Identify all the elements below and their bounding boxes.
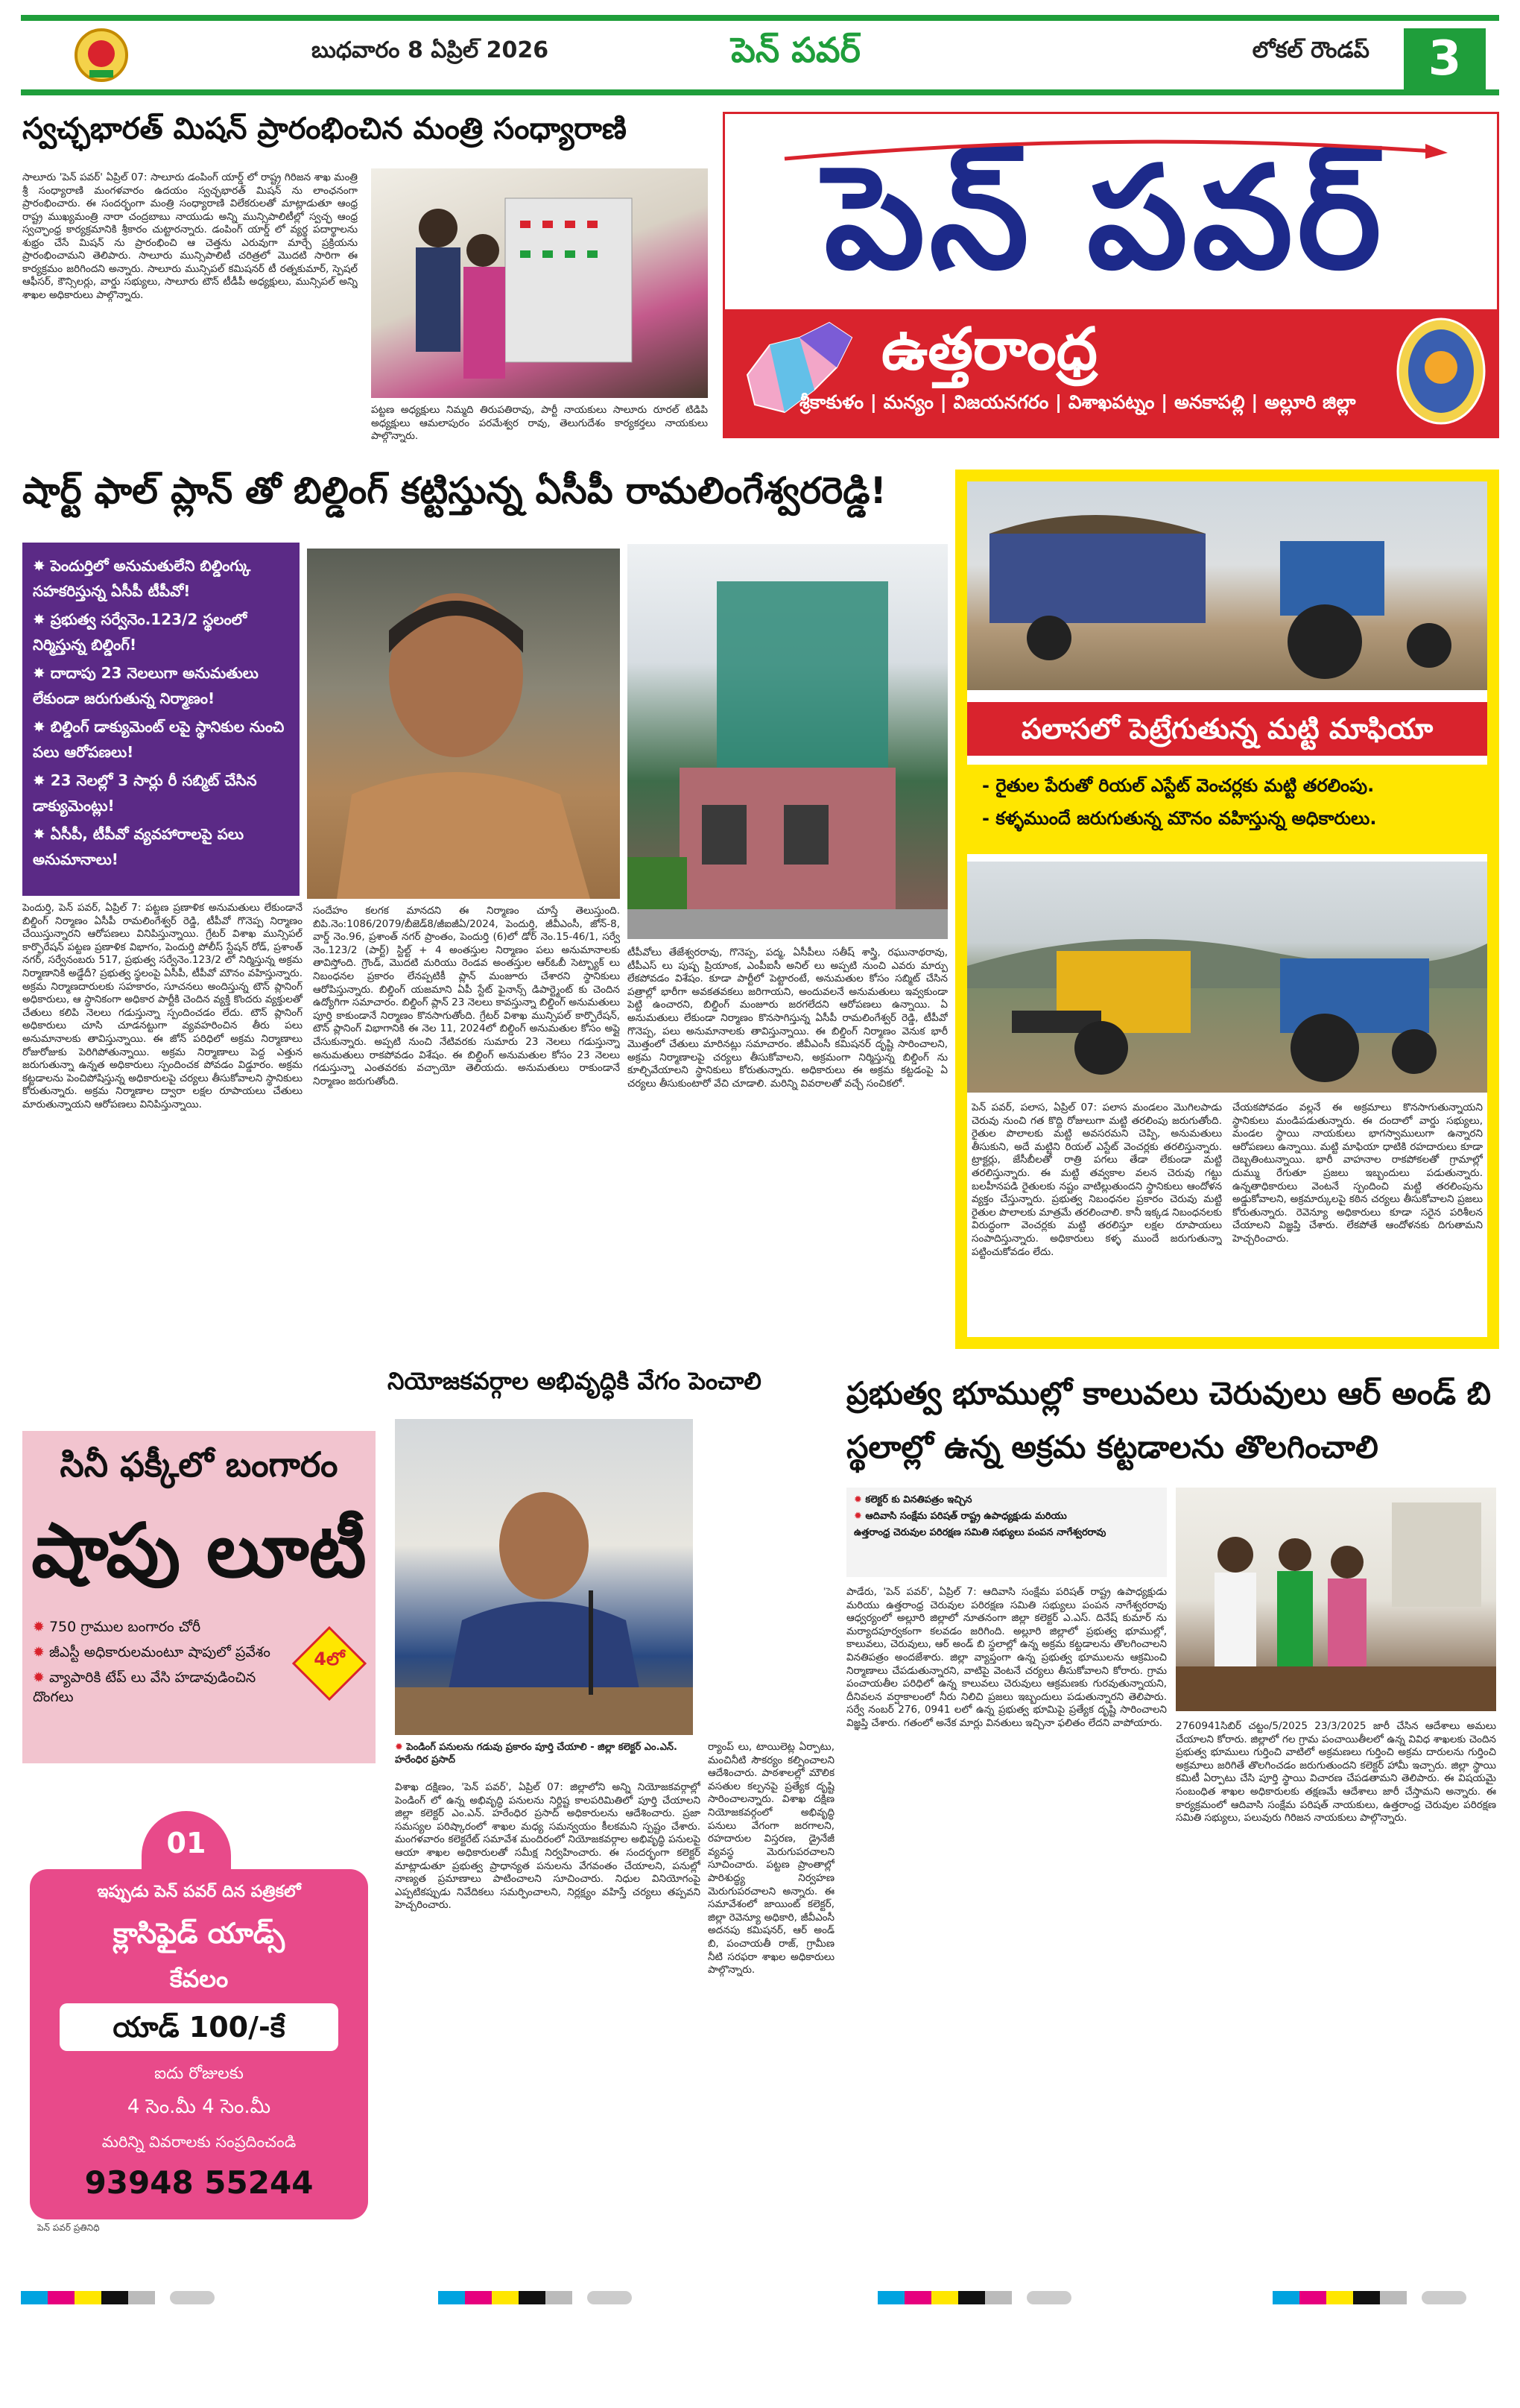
ad-price-bar: [60, 2003, 338, 2051]
ad-phone: 93948 55244: [84, 2164, 314, 2201]
article2-col1: పెందుర్తి, పెన్ పవర్, ఏప్రిల్ 7: పట్టణ ప్రణాళిక అనుమతులు లేకుండానే బిల్డింగ్ నిర్మాణం ఏసీపీ రామలింగేశ్వర్ రెడ్డి, టీపీవో గొనెప్ప నిర్మాణం చేయిస్తున్నారని ఆరోపణలు వినిపిస్తున్నాయి. గ్రేటర్ విశాఖ మున్సిపల్ కార్పొరేషన్ పట్టణ ప్రణాళిక విభాగం, పెందుర్తి పోలీస్ స్టేషన్ రోడ్, ప్రశాంత్ నగర్, సర్వేనంబరు 517, ప్రభుత్వ సర్వేనెం.123/2 లో నిర్మిస్తున్న అక్రమ నిర్మాణానికి అడ్డేదీ? ప్రభుత్వ స్థలంపై ఏసీపీ, టీపీవో మౌనం వహిస్తున్నారు. అక్రమ నిర్మాణదారులకు సహకారం, సూచనలు అందిస్తున్న టౌన్ ప్లానింగ్ అధికారులు, ఆ స్థానికంగా అధికార పార్టీకి చెందిన వ్యక్తి కొందరు వ్యక్తులతో చేతులు కలిపి నెలలు గడుస్తున్నా స్పందించడం లేదు. టౌన్ ప్లానింగ్ అధికారులు చూసి చూడనట్టుగా వ్యవహరించిన తీరు పలు అనుమానాలకు తావిస్తున్నాయి. ఈ జోన్ పరిధిలో అక్రమ నిర్మాణాలు రోజురోజుకు పెరిగిపోతున్నాయి. అక్రమ నిర్మాణాలు పెద్ద ఎత్తున జరుగుతున్నా ఉన్నత అధికారులు స్పందించక పోవడం విడ్డూరం. అక్రమ కట్టడాలను పెంచిపోషిస్తున్న అధికారులపై చర్యలు తీసుకోవాలని స్థానికులు కోరుతున్నారు. అక్రమ నిర్మాణాల ద్వారా లక్షల రూపాయలు చేతులు మారుతున్నాయని ఆరోపణలు వినిపిస్తున్నాయి.: [22, 902, 303, 1110]
article5-caption: ✹ పెండింగ్ పనులను గడువు ప్రకారం పూర్తి చేయాలి - జిల్లా కలెక్టర్ ఎం.ఎన్. హరేంధిర ప్రసాద్: [395, 1742, 677, 1766]
page-number-badge: [1404, 28, 1486, 89]
brand-title: పెన్ పవర్: [824, 136, 1386, 300]
burst-icon: ✹: [33, 1619, 49, 1635]
star-icon: ✸: [33, 610, 51, 628]
article3-tractor-photo: [967, 481, 1487, 690]
ad-footer: పెన్ పవర్ ప్రతినిధి: [37, 2222, 100, 2233]
article3-col1: పెన్ పవర్, పలాస, ఏప్రిల్ 07: పలాస మండలం మొగిలపాడు చెరువు నుంచి గత కొద్ది రోజులుగా మట్టి తరలింపు జరుగుతోంది. రైతుల పొలాలకు మట్టి అవసరమని చెప్పి, అనుమతులు తీసుకుని, అదే మట్టిని రియల్ ఎస్టేట్ వెంచర్లకు తరలిస్తున్నారు. ట్రాక్టర్లు, జేసీబీలతో రాత్రి పగలు తేడా లేకుండా మట్టి తరలిస్తున్నారు. ఈ మట్టి తవ్వకాల వలన చెరువు గట్టు బలహీనపడి రైతులకు నష్టం వాటిల్లుతుందని స్థానికులు ఆందోళన వ్యక్తం చేస్తున్నారు. ప్రభుత్వ నిబంధనల ప్రకారం చెరువు మట్టి రైతుల పొలాలకు మాత్రమే తరలించాలి. కానీ ఇక్కడ నిబంధనలకు విరుద్ధంగా వెంచర్లకు మట్టి తరలిస్తూ లక్షల రూపాయలు సంపాదిస్తున్నారు. అధికారులు కళ్ళ ముందే జరుగుతున్నా పట్టించుకోవడం లేదు.: [972, 1102, 1222, 1258]
article1-caption: పట్టణ అధ్యక్షులు నిమ్మది తిరుపతిరావు, పార్టీ నాయకులు సాలూరు రూరల్ టిడిపి అధ్యక్షులు ఆమలాపురం పరమేశ్వర రావు, తెలుగుదేశం కార్యకర్తలు నాయకులు పాల్గొన్నారు.: [371, 404, 708, 442]
brand-region: ఉత్తరాంధ్ర: [881, 316, 1098, 383]
article2-highlight-box: [22, 543, 300, 896]
ad-body: [30, 1869, 368, 2219]
article6-col1: పాడేరు, 'పెన్ పవర్', ఏప్రిల్ 7: ఆదివాసి సంక్షేమ పరిషత్ రాష్ట్ర ఉపాధ్యక్షుడు మరియు ఉత్తరాంధ్ర చెరువుల పరిరక్షణ సమితి సభ్యులు పంపన నాగేశ్వరరావు ఆధ్వర్యంలో అల్లూరి జిల్లాలో నూతనంగా జిల్లా కలెక్టర్ ఎ.ఎస్. దినేష్ కుమార్ ను మర్యాదపూర్వకంగా కలవడం జరిగింది. అల్లూరి జిల్లాలో ప్రభుత్వ భూముల్లో, కాలువలు, చెరువులు, ఆర్ అండ్ బి స్థలాల్లో ఉన్న అక్రమ కట్టడాలను తొలగించాలని వినతిపత్రం అందజేశారు. జిల్లా వ్యాప్తంగా ఉన్న ప్రభుత్వ భూములను ఆక్రమించి నిర్మాణాలు చేపడుతున్నారని, వాటిపై వెంటనే చర్యలు తీసుకోవాలని కోరారు. గ్రామ పంచాయతీల పరిధిలో ఉన్న కాలువలు చెరువులు ఆక్రమణకు గురవుతున్నాయని, దీనివలన వర్షాకాలంలో నీరు నిలిచి ప్రజలు ఇబ్బందులు పడుతున్నారని తెలిపారు. సర్వే నంబర్ 276, 0941 లలో ఉన్న ప్రభుత్వ భూమిపై ప్రత్యేక దృష్టి సారించాలని విజ్ఞప్తి చేశారు. గతంలో అనేక మార్లు వినతులు ఇచ్చినా ఫలితం లేదని వాపోయారు.: [846, 1586, 1167, 1729]
article3-bullets: [967, 765, 1487, 854]
masthead-paper-name: పెన్ పవర్: [731, 30, 861, 70]
temple-emblem-icon: [1393, 315, 1489, 427]
article3-jcb-photo: [967, 862, 1487, 1093]
article2-bullet: ✸ ప్రభుత్వ సర్వేనెం.123/2 స్థలంలో నిర్మిస్తున్న బిల్డింగ్!: [33, 610, 247, 654]
ad-line7: మరిన్ని వివరాలకు సంప్రదించండి: [101, 2133, 297, 2151]
article3-bullet: - కళ్ళముందే జరుగుతున్న మౌనం వహిస్తున్న అధికారులు.: [982, 808, 1377, 829]
star-icon: ✸: [33, 664, 51, 682]
article2-col3: టీపీవోలు తేజేశ్వరరావు, గొనెప్ప, పద్మ, ఏసీపీలు సతీష్ శాస్త్రి, రఘునాథరావు, టీపీఎస్ లు పుష్ప ప్రియాంక, ఎంపీఐసీ అనిల్ లు అప్పటి నుంచి ఎవరు మార్పు లేకపోవడం విశేషం. కూడా పార్టీలో పెట్టారంటే, అనుమతుల కోసం సబ్మిట్ చేసిన పత్రాల్లో భారీగా అవకతవకలు జరిగాయని, అందువలనే అనుమతులు ఇవ్వకుండా పెట్టి ఉంచారని, బిల్డింగ్ మంజూరు జరగలేదని ఆరోపణలు ఉన్నాయి. ఏ అనుమతులు లేకుండా నిర్మాణం కొనసాగిస్తున్న ఏసీపీ రామలింగేశ్వర్ రెడ్డి, టీపీవో గొనెప్ప, పలు అనుమానాలకు తావిస్తున్నాయి. ఈ బిల్డింగ్ నిర్మాణం వెనుక భారీ మొత్తంలో చేతులు మారినట్లు సమాచారం. జీవీఎంసీ కమిషనర్ దృష్టి సారించాలని, అక్రమ నిర్మాణాలపై చర్యలు తీసుకోవాలని, అక్రమంగా నిర్మిస్తున్న బిల్డింగ్ ను కూల్చివేయాలని స్థానికులు కోరుతున్నారు. అధికారులు ఈ అక్రమ కట్టడంపై ఏ చర్యలు తీసుకుంటారో వేచి చూడాలి. మరిన్ని వివరాలతో వచ్చే సంచికలో.: [627, 947, 948, 1090]
article6-headline: ప్రభుత్వ భూముల్లో కాలువలు చెరువులు ఆర్ అండ్ బి స్థలాల్లో ఉన్న అక్రమ కట్టడాలను తొలగించాలి: [846, 1375, 1492, 1465]
brand-districts: శ్రీకాకుళం | మన్యం | విజయనగరం | విశాఖపట్నం | అనకాపల్లి | అల్లూరి జిల్లా: [799, 391, 1356, 413]
burst-icon: ✹: [395, 1742, 407, 1753]
article6-col2: 2760941సిబిర్ చట్టం/5/2025 23/3/2025 జారీ చేసిన ఆదేశాలు అమలు చేయాలని కోరారు. జిల్లాలో గల గ్రామ పంచాయితీలలో ఉన్న వివిధ శాఖలకు చెందిన ప్రభుత్వ భూములు గుర్తించి వాటిలో అక్రమణలు గుర్తించి అక్రమ దారులను గుర్తించి అక్రమాలు జరిగితే తొలగించడం జరుగుతుందని కలెక్టర్ హామీ ఇచ్చారు. జిల్లా స్థాయి కమిటీ ఏర్పాటు చేసి పూర్తి స్థాయి విచారణ చేపడతామని తెలిపారు. ఈ విషయమై సంబంధిత శాఖల అధికారులకు తక్షణమే ఆదేశాలు జారీ చేస్తామని అన్నారు. ఈ కార్యక్రమంలో ఆదివాసి సంక్షేమ పరిషత్ నాయకులు, ఉత్తరాంధ్ర చెరువుల పరిరక్షణ సమితి సభ్యులు, పలువురు గిరిజన నాయకులు పాల్గొన్నారు.: [1176, 1720, 1496, 1824]
article2-headline: షార్ట్ ఫాల్ ప్లాన్ తో బిల్డింగ్ కట్టిస్తున్న ఏసీపీ రామలింగేశ్వరరెడ్డి!: [22, 470, 887, 512]
ad-line1: ఇప్పుడు పెన్ పవర్ దిన పత్రికలో: [97, 1883, 301, 1901]
ad-line5: ఐదు రోజులకు: [154, 2064, 244, 2083]
article2-bullet: ✸ ఏసీపీ, టీపీవో వ్యవహారాలపై పలు అనుమానాలు!: [33, 825, 244, 868]
article1-body: సాలూరు 'పెన్ పవర్' ఏప్రిల్ 07: సాలూరు డంపింగ్ యార్డ్ లో రాష్ట్ర గిరిజన శాఖ మంత్రి శ్రీ సంధ్యారాణి మంగళవారం ఉదయం స్వచ్ఛభారత్ మిషన్ ను లాంఛనంగా ప్రారంభించారు. ఈ సందర్భంగా మంత్రి సంధ్యారాణి విలేకరులతో మాట్లాడుతూ ఆంధ్ర రాష్ట్ర ముఖ్యమంత్రి నారా చంద్రబాబు నాయుడు అన్ని మున్సిపాలిటీల్లో స్వచ్ఛ ఆంధ్ర స్వచ్ఛాంధ్ర కార్యక్రమానికి శ్రీకారం చుట్టారన్నారు. డంపింగ్ యార్డ్ లో వ్యర్థ పదార్థాలను శుభ్రం చేసే మిషన్ ను ప్రారంభించి ఆ చెత్తను ఎరువుగా మార్చే ప్రక్రియను ప్రారంభించామని తెలిపారు. సాలూరు మున్సిపాలిటీ చరిత్రలో మొదటి సారిగా ఈ కార్యక్రమం జరిగిందని అన్నారు. సాలూరు మున్సిపల్ కమిషనర్ టీ రత్నకుమార్, స్పెషల్ ఆఫీసర్, కౌన్సిలర్లు, వార్డు సభ్యులు, సాలూరు టౌన్ టీడీపీ అధ్యక్షులు, మున్సిపల్ అన్ని శాఖల అధికారులు పాల్గొన్నారు.: [22, 171, 358, 301]
color-registration-strip: [21, 2284, 1499, 2313]
article2-col2: సందేహం కలగక మానదని ఈ నిర్మాణం చూస్తే తెలుస్తుంది. బిపి.నెం:1086/2079/బీజెడ్8/జీఐజీఏ/2024, పెందుర్తి, జీవీఎంసీ, జోన్-8, వార్డ్ నెం.96, ప్రశాంత్ నగర్ ప్రాంతం, పెందుర్తి (6)లో డోర్ నెం.15-46/1, సర్వే నెం.123/2 (పార్ట్) స్టిల్ట్ + 4 అంతస్తుల నిర్మాణం పలు అనుమానాలకు తావిస్తోంది. గ్రౌండ్, మొదటి మరియు రెండవ అంతస్తుల ఆర్ఓబీ సెట్బ్యాక్ లు నిబంధనల ప్రకారం లేనప్పటికీ ప్లాన్ మంజూరు చేశారని స్థానికులు ఆరోపిస్తున్నారు. బిల్డింగ్ యజమాని ఏపీ స్టేట్ ఫైనాన్స్ డిపార్ట్మెంట్ కు చెందిన ఉద్యోగిగా సమాచారం. బిల్డింగ్ ప్లాన్ 23 నెలలు కావస్తున్నా బిల్డింగ్ అనుమతులు పూర్తి కాకుండానే నిర్మాణం కొనసాగుతోంది. గ్రేటర్ విశాఖ మున్సిపల్ కార్పొరేషన్, టౌన్ ప్లానింగ్ విభాగానికి ఈ నెల 11, 2024లో బిల్డింగ్ అనుమతుల కోసం అప్లై చేసుకున్నారు. అప్పటి నుంచి నేటివరకు సుమారు 23 నెలలు గడుస్తున్నా అనుమతులు రాకపోవడం విశేషం. ఈ బిల్డింగ్ అనుమతుల కోసం 23 నెలలు గడుస్తున్నా ఎంతవరకు వచ్చాయో తెలియదు. అనుమతులు రాకుండానే నిర్మాణం జరుగుతోంది.: [313, 905, 620, 1087]
article2-portrait-photo: [307, 549, 620, 899]
article6-bullet: ఉత్తరాంధ్ర చెరువుల పరిరక్షణ సమితి సభ్యులు పంపన నాగేశ్వరరావు: [854, 1527, 1106, 1538]
burst-icon: ✹: [854, 1511, 866, 1522]
pen-icon: [777, 136, 1448, 166]
article1-headline: స్వచ్ఛభారత్ మిషన్ ప్రారంభించిన మంత్రి సంధ్యారాణి: [22, 112, 627, 146]
article4-page-badge: [292, 1626, 367, 1701]
masthead: [21, 15, 1499, 95]
masthead-date: బుధవారం 8 ఏప్రిల్ 2026: [311, 37, 549, 63]
article3-bullet: - రైతుల పేరుతో రియల్ ఎస్టేట్ వెంచర్లకు మట్టి తరలింపు.: [982, 775, 1375, 796]
article6-bullet: ✹ కలెక్టర్ కు వినతిపత్రం ఇచ్చిన: [854, 1494, 972, 1505]
ad-line2: క్లాసిఫైడ్ యాడ్స్: [113, 1917, 285, 1950]
article2-bullet: ✸ 23 నెలల్లో 3 సార్లు రీ సబ్మిట్ చేసిన డాక్యుమెంట్లు!: [33, 771, 257, 815]
article2-bullet-list: [33, 553, 289, 872]
article3-headline-bar: [967, 702, 1487, 756]
article3-col2: చేయకపోవడం వల్లనే ఈ అక్రమాలు కొనసాగుతున్నాయని స్థానికులు మండిపడుతున్నారు. ఈ దందాలో వార్డు సభ్యులు, మండల స్థాయి నాయకులు భాగస్వాములుగా ఉన్నారని ఆరోపణలు ఉన్నాయి. మట్టి మాఫియా ధాటికి రహదారులు కూడా దెబ్బతింటున్నాయి. భారీ వాహనాల రాకపోకలతో గ్రామాల్లో దుమ్ము రేగుతూ ప్రజలు ఇబ్బందులు పడుతున్నారు. ఉన్నతాధికారులు వెంటనే స్పందించి మట్టి తరలింపును అడ్డుకోవాలని, అక్రమార్కులపై కఠిన చర్యలు తీసుకోవాలని ప్రజలు కోరుతున్నారు. రెవెన్యూ అధికారులు కూడా సరైన పరిశీలన చేయాలని విజ్ఞప్తి చేశారు. లేకపోతే ఆందోళనకు దిగుతామని హెచ్చరించారు.: [1232, 1102, 1483, 1245]
classified-ad: [22, 1811, 376, 2236]
burst-icon: ✹: [854, 1494, 866, 1505]
star-icon: ✸: [33, 825, 51, 843]
article5-col2: ర్యాంప్ లు, టాయిలెట్ల ఏర్పాటు, మంచినీటి సౌకర్యం కల్పించాలని ఆదేశించారు. పాఠశాలల్లో మౌలిక వసతుల కల్పనపై ప్రత్యేక దృష్టి సారించాలన్నారు. విశాఖ దక్షిణ నియోజకవర్గంలో అభివృద్ధి పనులు వేగంగా జరగాలని, రహదారుల విస్తరణ, డ్రైనేజీ వ్యవస్థ మెరుగుపరచాలని సూచించారు. పట్టణ ప్రాంతాల్లో పారిశుద్ధ్య నిర్వహణ మెరుగుపరచాలని అన్నారు. ఈ సమావేశంలో జాయింట్ కలెక్టర్, జిల్లా రెవెన్యూ అధికారి, జీవీఎంసీ అదనపు కమిషనర్, ఆర్ అండ్ బి, పంచాయతీ రాజ్, గ్రామీణ నీటి సరఫరా శాఖల అధికారులు పాల్గొన్నారు.: [708, 1741, 835, 1976]
article5-headline: నియోజకవర్గాల అభివృద్ధికి వేగం పెంచాలి: [387, 1367, 761, 1395]
article4-bullet: ✹ 750 గ్రాముల బంగారం చోరీ: [33, 1619, 201, 1635]
article6-meeting-photo: [1176, 1488, 1496, 1711]
article-mud-mafia: [955, 470, 1499, 1349]
article5-collector-photo: [395, 1419, 693, 1735]
masthead-top-rule: [21, 15, 1499, 21]
article5-col1: విశాఖ దక్షిణం, 'పెన్ పవర్', ఏప్రిల్ 07: జిల్లాలోని అన్ని నియోజకవర్గాల్లో పెండింగ్ లో ఉన్న అభివృద్ధి పనులను నిర్దిష్ట కాలపరిమితిలో పూర్తి చేయాలని జిల్లా కలెక్టర్ ఎం.ఎన్. హరేంధిర ప్రసాద్ అధికారులను ఆదేశించారు. ప్రజా సమస్యల పరిష్కారంలో శాఖల మధ్య సమన్వయం కీలకమని స్పష్టం చేశారు. మంగళవారం కలెక్టరేట్ సమావేశ మందిరంలో నియోజకవర్గాల అభివృద్ధి పనులపై ఆయా శాఖల అధికారులతో సమీక్ష నిర్వహించారు. ఈ సందర్భంగా కలెక్టర్ మాట్లాడుతూ ప్రభుత్వ ప్రాధాన్యత పనులను వేగవంతం చేయాలని, పనుల్లో నాణ్యత ప్రమాణాలు పాటించాలని సూచించారు. నిధుల వినియోగంపై ఎప్పటికప్పుడు నివేదికలు సమర్పించాలని, నిర్లక్ష్యం వహిస్తే చర్యలు తప్పవని హెచ్చరించారు.: [395, 1781, 700, 1912]
article-illegal-structures: [846, 1367, 1499, 2254]
article4-badge-label: 4లో: [314, 1649, 345, 1669]
ad-price: యాడ్ 100/-కే: [113, 2011, 285, 2044]
article6-bullets: [846, 1488, 1167, 1577]
page-number: 3: [1428, 31, 1462, 86]
article4-bullets: [33, 1617, 279, 1759]
article2-bullet: ✸ దాదాపు 23 నెలలుగా అనుమతులు లేకుండా జరుగుతున్న నిర్మాణం!: [33, 664, 259, 707]
article2-bullet: ✸ బిల్డింగ్ డాక్యుమెంట్ లపై స్థానికుల నుంచి పలు ఆరోపణలు!: [33, 718, 285, 761]
masthead-bottom-rule: [21, 89, 1499, 95]
star-icon: ✸: [33, 557, 51, 575]
article-swachh-bharat: [22, 112, 708, 484]
article-constituency-development: [387, 1367, 835, 2254]
article4-headline: సినీ ఫక్కీలో బంగారం: [60, 1444, 338, 1485]
brand-logo-box: [723, 112, 1499, 438]
ad-size: 4 సెం.మీ 4 సెం.మీ: [127, 2096, 271, 2118]
article4-bullet: ✹ వ్యాపారికి టేప్ లు వేసి హడావుడించిన దొంగలు: [33, 1669, 256, 1705]
masthead-section: లోకల్ రౌండప్: [1252, 37, 1369, 63]
ad-number-badge: [142, 1811, 231, 1869]
burst-icon: ✹: [33, 1644, 49, 1660]
article3-headline: పలాసలో పెట్రేగుతున్న మట్టి మాఫియా: [1021, 712, 1434, 745]
article4-bullet: ✹ జీఎస్టీ అధికారులమంటూ షాపులో ప్రవేశం: [33, 1644, 270, 1660]
article2-bullet: ✸ పెందుర్తిలో అనుమతులేని బిల్డింగ్కు సహకరిస్తున్న ఏసీపీ టీపీవో!: [33, 557, 251, 600]
masthead-emblem-icon: [73, 27, 130, 83]
star-icon: ✸: [33, 771, 51, 789]
article4-headline-big: షాపు లూటీ: [31, 1507, 367, 1594]
article2-building-photo: [627, 544, 948, 939]
burst-icon: ✹: [33, 1669, 49, 1686]
article1-photo: [371, 168, 708, 398]
star-icon: ✸: [33, 718, 51, 736]
article-gold-robbery: [22, 1431, 376, 1763]
ad-line3: కేవలం: [169, 1965, 229, 1993]
article6-bullet: ✹ ఆదివాసి సంక్షేమ పరిషత్ రాష్ట్ర ఉపాధ్యక్షుడు మరియు: [854, 1511, 1067, 1522]
ad-number: 01: [166, 1827, 206, 1859]
